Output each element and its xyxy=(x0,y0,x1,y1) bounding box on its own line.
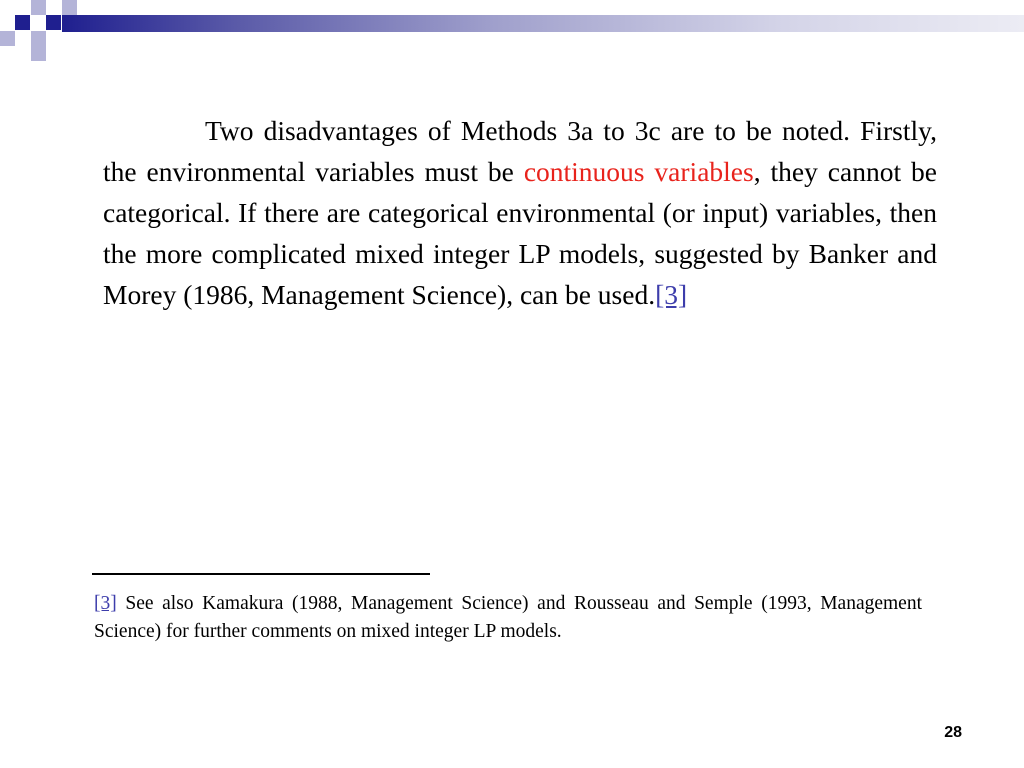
footnote-anchor-link[interactable]: [3] xyxy=(94,593,117,614)
header-square-light-2 xyxy=(0,31,15,46)
footnote-reference-link[interactable]: [3] xyxy=(655,279,688,310)
main-paragraph xyxy=(103,110,937,315)
footnote-separator xyxy=(92,573,430,575)
paragraph-text-part1: Two disadvantages of Methods 3a to 3c are to be noted. Firstly, the environmental variables must be xyxy=(103,115,937,187)
paragraph-text-part2: , they cannot be categorical. If there are categorical environmental (or input) variables, then the more complicated mixed integer LP models, suggested by Banker and Morey (1986, Management Science), can be used. xyxy=(103,156,937,310)
footnote xyxy=(94,590,922,646)
header-square-light-5 xyxy=(31,46,46,61)
header-square-light-1 xyxy=(31,0,46,15)
highlighted-term: continuous variables xyxy=(523,156,754,187)
header-square-dark-1 xyxy=(15,15,30,30)
page-number: 28 xyxy=(944,724,962,741)
header-gradient-bar xyxy=(62,15,1024,32)
header-square-dark-2 xyxy=(46,15,61,30)
footnote-text: See also Kamakura (1988, Management Science) and Rousseau and Semple (1993, Management Science) for further comments on mixed integer LP models. xyxy=(94,593,922,642)
header-square-light-3 xyxy=(31,31,46,46)
header-square-light-4 xyxy=(62,0,77,15)
